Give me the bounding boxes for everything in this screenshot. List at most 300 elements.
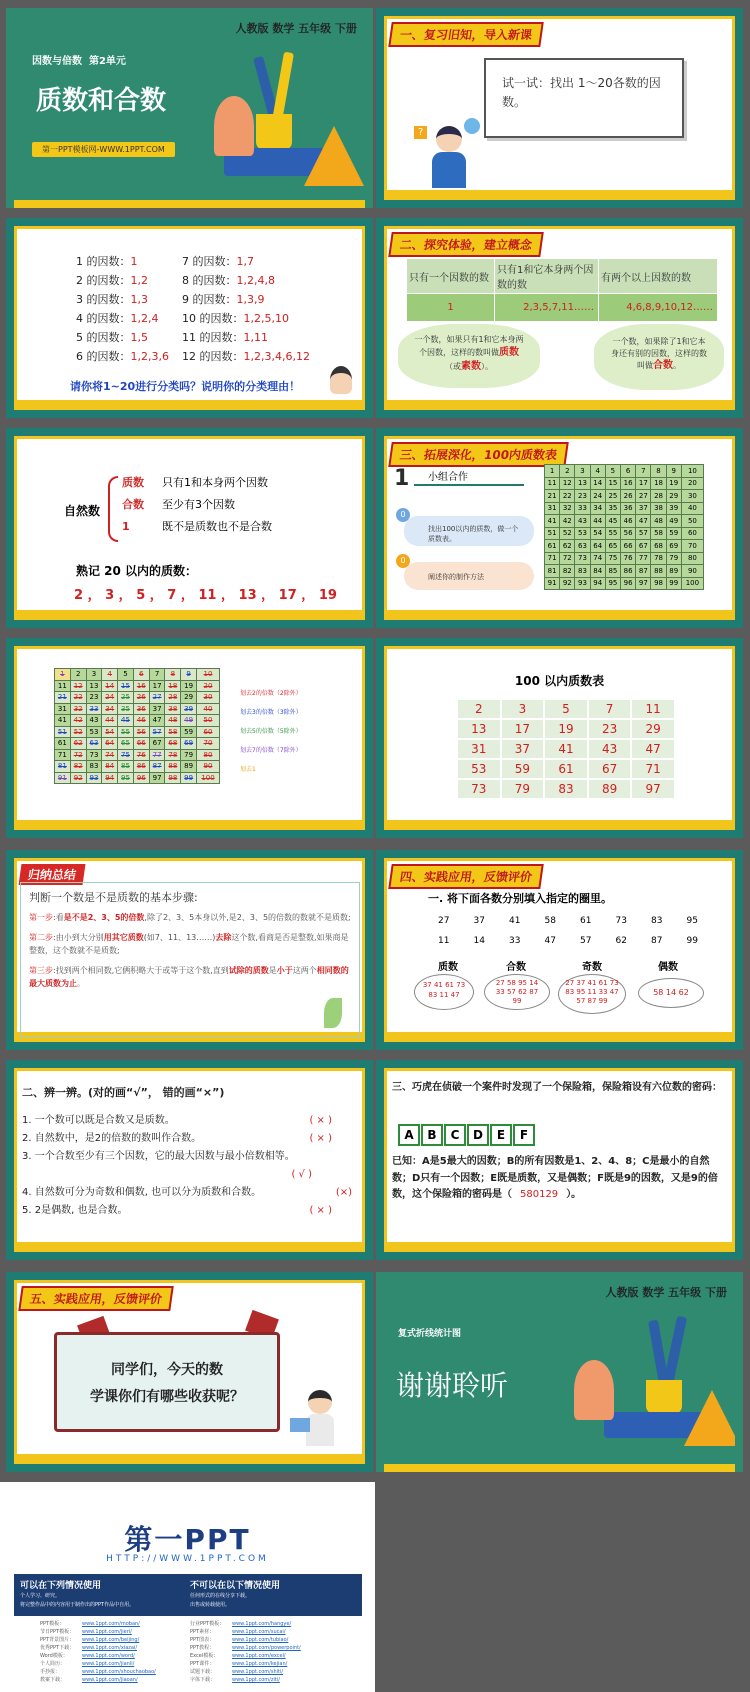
can-use-item: 将完整作品中的内容用于制作出的PPT作品中自用。 [20, 1602, 135, 1608]
prime-cell: 5 [545, 700, 587, 718]
grid-cell: 78 [651, 552, 666, 565]
grid-cell: 47 [149, 715, 165, 727]
grid-cell: 30 [197, 692, 220, 704]
grid-row [55, 726, 220, 738]
grid-cell: 88 [651, 565, 666, 578]
subtitle-label: 复式折线统计图 [398, 1329, 462, 1339]
slide-6-group-work[interactable] [376, 428, 743, 628]
grid-cell: 42 [70, 715, 86, 727]
footer-link-row[interactable] [190, 1628, 301, 1636]
step-badge: 0 [396, 508, 410, 522]
footer-link-row[interactable] [40, 1676, 156, 1684]
grid-cell: 3 [575, 465, 590, 478]
grid-cell: 37 [636, 502, 651, 515]
grid-cell: 38 [165, 703, 181, 715]
factor-row: 2 的因数：1,2 [76, 274, 148, 287]
grid-cell: 22 [70, 692, 86, 704]
password-letter-box: A [398, 1124, 420, 1146]
prime-cell: 41 [545, 740, 587, 758]
grid-cell: 49 [666, 515, 681, 528]
category-row: 1 既不是质数也不是合数 [122, 520, 272, 533]
grid-cell: 70 [681, 540, 703, 553]
grid-cell: 86 [133, 761, 149, 773]
cup-icon [256, 114, 292, 150]
reflection-line: 同学们，今天的数 [111, 1362, 223, 1378]
tf-title: 二、辨一辨。(对的画“√”， 错的画“×”) [22, 1086, 225, 1099]
girl-head [308, 1390, 332, 1414]
grid-cell: 1 [55, 669, 71, 681]
grid-cell: 87 [149, 761, 165, 773]
natural-number-label: 自然数 [64, 504, 101, 518]
slide-2-review[interactable] [376, 8, 743, 208]
grid-cell: 14 [590, 477, 605, 490]
grid-cell: 82 [70, 761, 86, 773]
grid-cell: 34 [102, 703, 118, 715]
grid-cell: 41 [55, 715, 71, 727]
footer-link[interactable]: www.1ppt.com/powerpoint/ [232, 1645, 301, 1651]
book-icon [290, 1418, 310, 1432]
footer-link-row[interactable] [40, 1628, 156, 1636]
big-number: 1 [394, 466, 410, 491]
factor-row: 6 的因数：1,2,3,6 [76, 350, 169, 363]
grid-cell: 13 [575, 477, 590, 490]
even-circle: 58 14 62 [638, 978, 704, 1008]
sieve-notes [240, 684, 302, 779]
grid-cell: 52 [560, 527, 575, 540]
grid-cell: 53 [86, 726, 102, 738]
grid-cell: 73 [575, 552, 590, 565]
grid-cell: 42 [560, 515, 575, 528]
site-banner: 第一PPT模板网-WWW.1PPT.COM [32, 142, 175, 157]
grid-cell: 62 [70, 738, 86, 750]
prime-cell: 73 [458, 780, 500, 798]
slide-4-concept[interactable] [376, 218, 743, 418]
grid-cell: 29 [666, 490, 681, 503]
grid-cell: 15 [605, 477, 620, 490]
slide-12-safe-puzzle[interactable] [376, 1060, 743, 1260]
grid-cell: 75 [605, 552, 620, 565]
factor-row: 4 的因数：1,2,4 [76, 312, 159, 325]
grid-cell: 27 [149, 692, 165, 704]
category-row: 质数 只有1和本身两个因数 [122, 476, 268, 489]
grid-cell: 8 [165, 669, 181, 681]
password-letter-box: E [490, 1124, 512, 1146]
footer-link-label: PPT背景图片： [40, 1637, 75, 1643]
grid-cell: 10 [681, 465, 703, 478]
grid-cell: 96 [621, 577, 636, 590]
prime-cell: 59 [502, 760, 544, 778]
grid-cell: 81 [55, 761, 71, 773]
grid-cell: 97 [149, 772, 165, 784]
grid-cell: 6 [621, 465, 636, 478]
footer-link-row[interactable] [190, 1644, 301, 1652]
grid-cell: 100 [681, 577, 703, 590]
remember-label: 熟记 20 以内的质数： [76, 564, 198, 578]
grid-row [545, 502, 704, 515]
footer-link-label: PPT课件： [190, 1661, 215, 1667]
footer-link-row[interactable] [40, 1636, 156, 1644]
number-item: 47 [544, 936, 556, 946]
grid-cell: 63 [86, 738, 102, 750]
footer-link[interactable]: www.1ppt.com/tubiao/ [232, 1637, 289, 1643]
grid-cell: 99 [181, 772, 197, 784]
grid-cell: 80 [681, 552, 703, 565]
summary-card [20, 882, 360, 1038]
password-letter-box: F [513, 1124, 535, 1146]
prime-cell: 47 [632, 740, 674, 758]
footer-link-label: 节日PPT模板： [40, 1629, 75, 1635]
grid-cell: 22 [560, 490, 575, 503]
footer-link-label: PPT素材： [190, 1629, 215, 1635]
summary-title: 判断一个数是不是质数的基本步骤: [29, 891, 198, 904]
grid-cell: 84 [590, 565, 605, 578]
password-boxes [398, 1124, 536, 1146]
pencil-icon [272, 52, 294, 123]
grid-cell: 19 [666, 477, 681, 490]
grid-cell: 28 [651, 490, 666, 503]
links-right [190, 1620, 301, 1684]
grid-cell: 72 [70, 749, 86, 761]
chalk-tray [384, 1464, 735, 1472]
number-item: 87 [651, 936, 663, 946]
grid-cell: 31 [55, 703, 71, 715]
tf-item: 3. 一个合数至少有三个因数，它的最大因数与最小倍数相等。 ( √ ) [22, 1151, 312, 1180]
footer-link-row[interactable] [40, 1660, 156, 1668]
prime-cell: 61 [545, 760, 587, 778]
grid-cell: 33 [575, 502, 590, 515]
grid-cell: 47 [636, 515, 651, 528]
footer-link[interactable]: www.1ppt.com/moban/ [82, 1621, 140, 1627]
odd-circle: 27 37 41 61 73 83 95 11 33 47 57 87 99 [558, 974, 626, 1014]
slide-8-prime-table[interactable] [376, 638, 743, 838]
number-item: 83 [651, 916, 663, 926]
grid-cell: 11 [545, 477, 560, 490]
grid-row [55, 692, 220, 704]
composite-definition-cloud: 一个数，如果除了1和它本身还有别的因数，这样的数叫做合数。 [594, 324, 724, 390]
grid-row [55, 703, 220, 715]
footer-link[interactable]: www.1ppt.com/shouchaobao/ [82, 1669, 156, 1675]
grid-cell: 16 [133, 680, 149, 692]
footer-link[interactable]: www.1ppt.com/jiaoan/ [82, 1677, 138, 1683]
number-item: 37 [473, 916, 485, 926]
question-icon: ? [414, 126, 427, 139]
grid-cell: 36 [621, 502, 636, 515]
number-item: 95 [686, 916, 698, 926]
grid-cell: 26 [621, 490, 636, 503]
grid-cell: 98 [651, 577, 666, 590]
footer-link[interactable]: www.1ppt.com/jieri/ [82, 1629, 132, 1635]
footer-link[interactable]: www.1ppt.com/ziti/ [232, 1677, 280, 1683]
grid-cell: 45 [118, 715, 134, 727]
prime-cell: 71 [632, 760, 674, 778]
grid-cell: 14 [102, 680, 118, 692]
plant-icon [214, 96, 254, 156]
cannot-use-item: 任何形式的在线分享下载。 [190, 1593, 251, 1599]
tf-item: 4. 自然数可分为奇数和偶数, 也可以分为质数和合数。 (×) [22, 1187, 352, 1198]
grid-row [545, 540, 704, 553]
grid-cell: 97 [636, 577, 651, 590]
grid-row [55, 749, 220, 761]
grid-cell: 93 [86, 772, 102, 784]
grid-cell: 70 [197, 738, 220, 750]
grid-cell: 56 [133, 726, 149, 738]
factor-row: 8 的因数：1,2,4,8 [182, 274, 275, 287]
grid-cell: 79 [181, 749, 197, 761]
grid-cell: 77 [636, 552, 651, 565]
footer-link-row[interactable] [40, 1652, 156, 1660]
footer-link-row[interactable] [40, 1668, 156, 1676]
grid-row [55, 738, 220, 750]
grid-cell: 29 [181, 692, 197, 704]
grid-cell: 7 [149, 669, 165, 681]
grid-cell: 64 [590, 540, 605, 553]
grid-cell: 40 [681, 502, 703, 515]
prime-cell: 29 [632, 720, 674, 738]
prime-cell: 97 [632, 780, 674, 798]
grid-cell: 21 [55, 692, 71, 704]
slide-10-practice[interactable]: 四、实践应用，反馈评价 一. 将下面各数分别填入指定的圈里。 27 37 41 58 61 73 83 95 11 14 33 47 57 62 87 99 质数 合数 奇数 偶数 37 41 61 73 83 11 47 27 58 95 14 33 57 62 87 99 27 37 41 61 73 83 95 11 33 47 57 87 99 58 14 62 [376, 850, 743, 1050]
grid-cell: 76 [621, 552, 636, 565]
grid-row [545, 477, 704, 490]
footer-link-row[interactable] [190, 1652, 301, 1660]
pencil-icon [663, 1316, 687, 1387]
grid-cell: 93 [575, 577, 590, 590]
grid-cell: 54 [102, 726, 118, 738]
sieve-note: 划去5的倍数（5除外） [240, 728, 302, 735]
sieve-note: 划去2的倍数（2除外） [240, 690, 302, 697]
classify-question: 请你将1~20进行分类吗？说明你的分类理由！ [70, 380, 301, 393]
grid-cell: 65 [605, 540, 620, 553]
number-item: 73 [615, 916, 627, 926]
grid-cell: 45 [605, 515, 620, 528]
grid-row [55, 669, 220, 681]
grid-cell: 17 [636, 477, 651, 490]
grid-cell: 28 [165, 692, 181, 704]
footer-link-label: Excel模板： [190, 1653, 219, 1659]
grid-cell: 51 [55, 726, 71, 738]
slide-11-true-false[interactable] [6, 1060, 373, 1260]
footer-link[interactable]: www.1ppt.com/jianli/ [82, 1661, 135, 1667]
footer-link-label: PPT图表： [190, 1637, 215, 1643]
grid-cell: 63 [575, 540, 590, 553]
footer-link-label: 试题下载： [190, 1669, 216, 1675]
sieve-note: 划去3的倍数（3除外） [240, 709, 302, 716]
prime-table [458, 700, 674, 798]
footer-link-label: 手抄报： [40, 1669, 61, 1675]
grid-cell: 95 [118, 772, 134, 784]
section-tag: 二、探究体验，建立概念 [388, 232, 544, 257]
prime-cell: 11 [632, 700, 674, 718]
grid-cell: 41 [545, 515, 560, 528]
grid-cell: 67 [636, 540, 651, 553]
grid-cell: 9 [666, 465, 681, 478]
grid-cell: 87 [636, 565, 651, 578]
number-item: 14 [473, 936, 485, 946]
grid-cell: 5 [118, 669, 134, 681]
slide-title: 质数和合数 [36, 86, 167, 116]
grid-cell: 55 [118, 726, 134, 738]
number-item: 57 [580, 936, 592, 946]
grid-cell: 7 [636, 465, 651, 478]
footer-link[interactable]: www.1ppt.com/sucai/ [232, 1629, 286, 1635]
grid-cell: 16 [621, 477, 636, 490]
prime-definition-cloud: 一个数，如果只有1和它本身两个因数，这样的数叫做质数（或素数）。 [398, 324, 540, 388]
grid-cell: 2 [70, 669, 86, 681]
step-3: 第三步:找到两个相同数,它俩积略大于或等于这个数,直到试除的质数是小于这两个相同数的最大质数为止。 [29, 966, 349, 988]
grid-cell: 56 [621, 527, 636, 540]
grid-cell: 57 [636, 527, 651, 540]
grid-cell: 24 [102, 692, 118, 704]
plant-icon [574, 1360, 614, 1420]
brand-logo: 第一PPT [124, 1523, 251, 1556]
prime-circle: 37 41 61 73 83 11 47 [414, 974, 474, 1010]
slide-1-title[interactable] [6, 8, 373, 208]
grid-cell: 23 [86, 692, 102, 704]
slide-9-summary[interactable] [6, 850, 373, 1050]
grid-cell: 82 [560, 565, 575, 578]
unit-label: 因数与倍数 第2单元 [32, 56, 126, 67]
grid-cell: 92 [560, 577, 575, 590]
step-1: 第一步:看是不是2、3、5的倍数,除了2、3、5本身以外,是2、3、5的倍数的数就不是质数; [29, 913, 351, 923]
grid-cell: 90 [681, 565, 703, 578]
footer-link-label: PPT模板： [40, 1621, 65, 1627]
footer-link-row[interactable] [40, 1644, 156, 1652]
footer-link[interactable]: www.1ppt.com/word/ [82, 1653, 135, 1659]
cannot-use-item: 出售或转载使用。 [190, 1602, 231, 1608]
grid-cell: 61 [55, 738, 71, 750]
slide-14-thanks[interactable] [376, 1272, 743, 1472]
grid-cell: 13 [86, 680, 102, 692]
grid-cell: 50 [681, 515, 703, 528]
slide-7-sieve[interactable] [6, 638, 373, 838]
grid-row [545, 527, 704, 540]
footer-link-row[interactable] [190, 1668, 301, 1676]
footer-link-row[interactable] [190, 1676, 301, 1684]
grid-cell: 10 [197, 669, 220, 681]
grid-cell: 72 [560, 552, 575, 565]
grid-cell: 50 [197, 715, 220, 727]
prime-cell: 79 [502, 780, 544, 798]
prime-cell: 7 [589, 700, 631, 718]
grid-cell: 18 [651, 477, 666, 490]
lightbulb-icon [464, 118, 480, 134]
pencil-cup-illustration [574, 1320, 743, 1470]
footer-link-row[interactable] [190, 1660, 301, 1668]
footer-link[interactable]: www.1ppt.com/beijing/ [82, 1637, 140, 1643]
footer-link-label: 个人简历： [40, 1661, 66, 1667]
footer-link-row[interactable] [40, 1620, 156, 1628]
grid-cell: 64 [102, 738, 118, 750]
grid-cell: 21 [545, 490, 560, 503]
grid-cell: 52 [70, 726, 86, 738]
grid-cell: 53 [575, 527, 590, 540]
factor-row: 11 的因数：1,11 [182, 331, 268, 344]
footer-link[interactable]: www.1ppt.com/hangye/ [232, 1621, 292, 1627]
grid-cell: 27 [636, 490, 651, 503]
brace [108, 476, 118, 542]
prime-cell: 23 [589, 720, 631, 738]
grid-cell: 80 [197, 749, 220, 761]
edition-label: 人教版 数学 五年级 下册 [605, 1286, 727, 1299]
slide-13-reflection[interactable] [6, 1272, 373, 1472]
footer-link-label: 教案下载： [40, 1677, 66, 1683]
grid-cell: 48 [165, 715, 181, 727]
section-tag: 三、拓展深化，100内质数表 [388, 442, 569, 467]
footer-link-row[interactable] [190, 1620, 301, 1628]
grid-cell: 38 [651, 502, 666, 515]
grid-cell: 94 [590, 577, 605, 590]
category-row: 合数 至少有3个因数 [122, 498, 235, 511]
prime-cell: 3 [502, 700, 544, 718]
cup-icon [646, 1380, 682, 1414]
number-row [438, 916, 698, 926]
grid-cell: 35 [605, 502, 620, 515]
prime-cell: 17 [502, 720, 544, 738]
grid-cell: 46 [621, 515, 636, 528]
grid-cell: 91 [545, 577, 560, 590]
grid-cell: 24 [590, 490, 605, 503]
grid-cell: 20 [197, 680, 220, 692]
grid-cell: 25 [118, 692, 134, 704]
table-cell: 2,3,5,7,11…… [495, 294, 599, 322]
grid-cell: 8 [651, 465, 666, 478]
grid-cell: 99 [666, 577, 681, 590]
prime-table-title: 100 以内质数表 [514, 674, 605, 688]
grid-cell: 69 [666, 540, 681, 553]
prime-cell: 67 [589, 760, 631, 778]
footer-link[interactable]: www.1ppt.com/xiazai/ [82, 1645, 138, 1651]
grid-cell: 90 [197, 761, 220, 773]
slide-3-factors[interactable] [6, 218, 373, 418]
grid-row [55, 772, 220, 784]
footer-link[interactable]: www.1ppt.com/shiti/ [232, 1669, 284, 1675]
factor-row: 10 的因数：1,2,5,10 [182, 312, 289, 325]
grid-row [55, 680, 220, 692]
grid-cell: 77 [149, 749, 165, 761]
grid-row [545, 515, 704, 528]
table-header: 只有一个因数的数 [407, 259, 495, 294]
footer-link[interactable]: www.1ppt.com/excel/ [232, 1653, 286, 1659]
grid-cell: 75 [118, 749, 134, 761]
number-item: 33 [509, 936, 521, 946]
number-item: 11 [438, 936, 450, 946]
section-tag: 归纳总结 [19, 864, 86, 885]
number-item: 62 [615, 936, 627, 946]
grid-row [55, 761, 220, 773]
grid-cell: 74 [102, 749, 118, 761]
password-letter-box: B [421, 1124, 443, 1146]
grid-cell: 92 [70, 772, 86, 784]
footer-link[interactable]: www.1ppt.com/kejian/ [232, 1661, 288, 1667]
composite-circle: 27 58 95 14 33 57 62 87 99 [484, 974, 550, 1010]
number-item: 58 [544, 916, 556, 926]
footer-link-label: Word模板： [40, 1653, 68, 1659]
grid-cell: 46 [133, 715, 149, 727]
number-item: 61 [580, 916, 592, 926]
puzzle-clues: 已知：A是5最大的因数；B的所有因数是1、2、4、8；C是最小的自然数；D只有一个因数；E既是质数，又是偶数；F既是9的因数，又是9的倍数，这个保险箱的密码是（ 580129 ）。 [392, 1156, 718, 1200]
slide-5-natural-numbers[interactable] [6, 428, 373, 628]
step-2-box: 阐述你的制作方法 [404, 562, 534, 590]
edition-label: 人教版 数学 五年级 下册 [235, 22, 357, 35]
tf-list [22, 1112, 352, 1220]
grid-row [545, 552, 704, 565]
grid-cell: 9 [181, 669, 197, 681]
grid-cell: 43 [575, 515, 590, 528]
note-text: 试一试：找出 1～20各数的因数。 [502, 76, 661, 110]
note-card [484, 58, 684, 138]
grid-row [545, 577, 704, 590]
footer-link-row[interactable] [190, 1636, 301, 1644]
